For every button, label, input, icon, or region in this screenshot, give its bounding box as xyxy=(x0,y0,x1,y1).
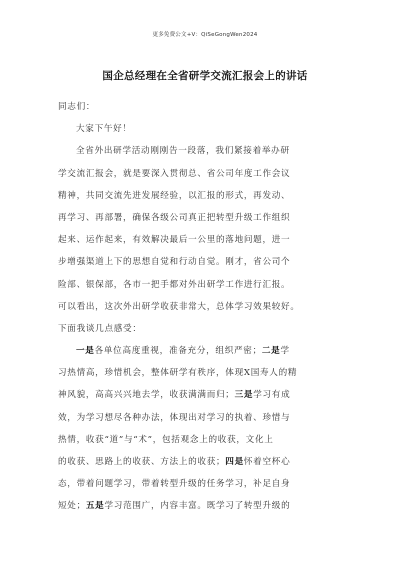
point-text: 怀着空杯心 xyxy=(243,457,291,467)
greeting: 大家下午好！ xyxy=(76,124,132,135)
paragraph-2-line: 习热情高，珍惜机会，整体研学有秩序，体现X国寿人的精 xyxy=(58,368,298,379)
paragraph-1-line: 精神，共同交流先进发展经验，以汇报的形式，再发动、 xyxy=(58,190,291,201)
paragraph-1-line: 起来、运作起来，有效解决最后一公里的落地问题，进一 xyxy=(58,235,291,246)
paragraph-1-line: 险部、银保部，各市一把手都对外出研学工作进行汇报。 xyxy=(58,279,291,290)
point-text: 的收获、思路上的收获、方法上的收获； xyxy=(58,457,226,467)
paragraph-1-line: 下面我谈几点感受： xyxy=(58,323,142,334)
paragraph-2-line: 热情，收获“道”与“术”，包括观念上的收获，文化上 xyxy=(58,434,274,445)
paragraph-2-line xyxy=(58,384,350,406)
paragraph-1-line: 学交流汇报会，就是要深入贯彻总、省公司年度工作会议 xyxy=(58,168,291,179)
paragraph-1-line: 步增强渠道上下的思想自觉和行动自觉。刚才，省公司个 xyxy=(58,257,291,268)
paragraph-1-line: 可以看出，这次外出研学收获非常大，总体学习效果较好。 xyxy=(58,301,300,312)
paragraph-2-line: 态，带着问题学习，带着转型升级的任务学习，补足自身 xyxy=(58,479,291,490)
point-text: 学 xyxy=(280,346,290,357)
point-text: 短处； xyxy=(58,501,86,512)
paragraph-2-line: 效，为学习想尽各种办法，体现出对学习的执着、珍惜与 xyxy=(58,412,291,423)
paragraph-2-line xyxy=(58,495,350,517)
document-title: 国企总经理在全省研学交流汇报会上的讲话 xyxy=(102,70,308,82)
point-marker: 一是 xyxy=(76,346,95,357)
point-marker: 四是 xyxy=(225,457,244,467)
header-note: 更多免费公文+V：QiSeGongWen2024 xyxy=(152,32,258,38)
paragraph-2-line xyxy=(58,340,350,362)
point-marker: 五是 xyxy=(85,501,105,512)
point-text: 学习范围广，内容丰富。既学习了转型升级的 xyxy=(104,501,291,512)
point-text: 学习有成 xyxy=(253,390,291,401)
point-text: 各单位高度重视，准备充分，组织严密； xyxy=(94,346,262,357)
paragraph-1-line: 再学习、再部署，确保各级公司真正把转型升级工作组织 xyxy=(58,212,291,223)
point-text: 神风貌，高高兴兴地去学，收获满满而归； xyxy=(58,390,235,401)
document-body xyxy=(58,96,350,518)
point-marker: 三是 xyxy=(234,390,254,401)
salutation: 同志们： xyxy=(58,102,96,112)
paragraph-2-line xyxy=(58,451,350,473)
point-marker: 二是 xyxy=(261,346,281,357)
paragraph-1-line: 全省外出研学活动刚刚告一段落，我们紧接着举办研 xyxy=(76,146,290,157)
